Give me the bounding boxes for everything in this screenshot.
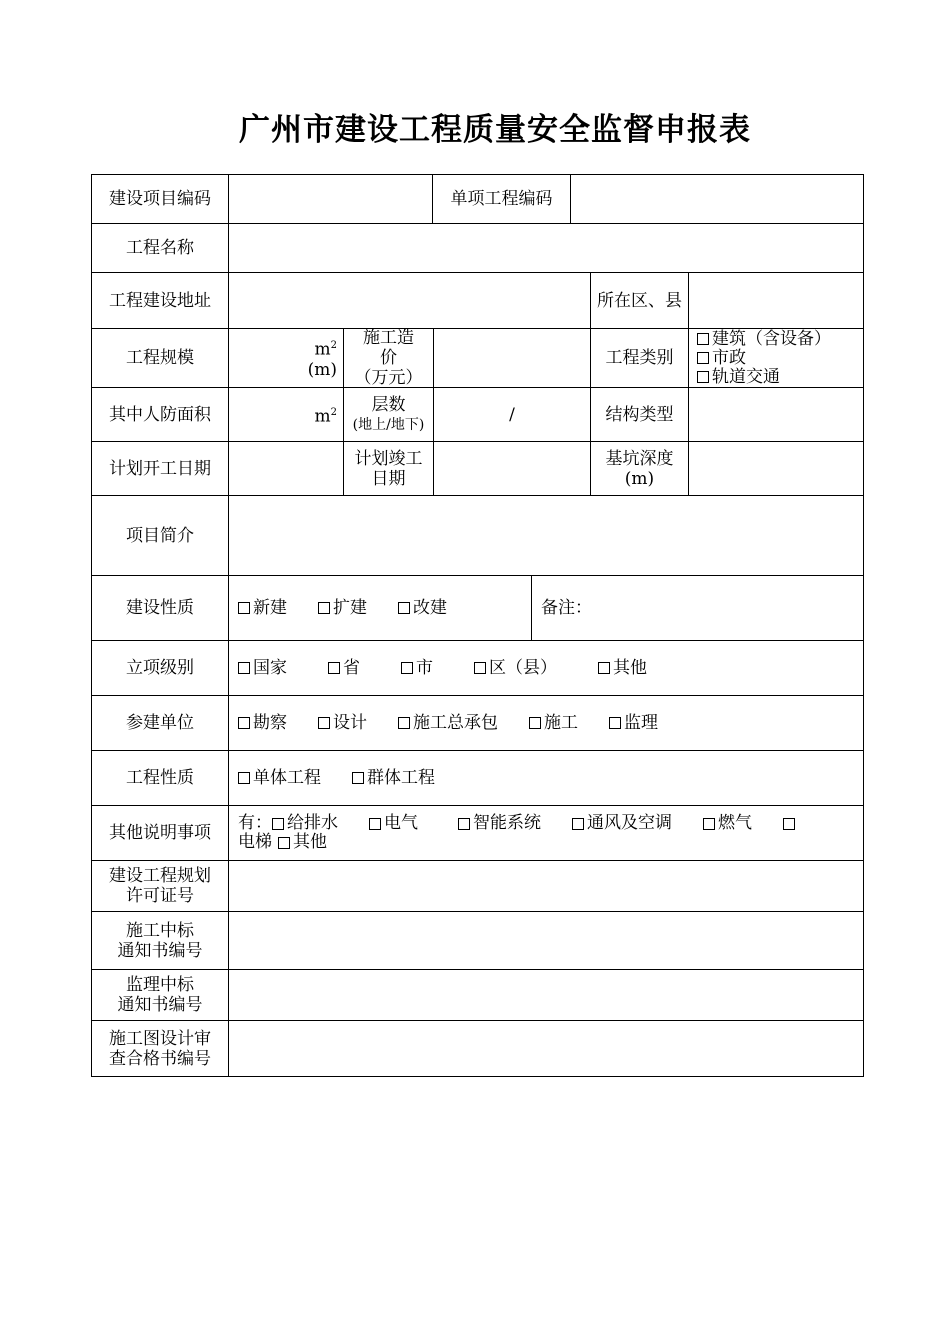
nature-option[interactable]: 扩建 xyxy=(318,598,367,618)
project-name-field[interactable] xyxy=(228,223,864,273)
district-field[interactable] xyxy=(688,272,864,329)
checkbox[interactable] xyxy=(318,717,330,729)
checkbox[interactable] xyxy=(238,662,250,674)
checkbox[interactable] xyxy=(401,662,413,674)
other-option[interactable]: 通风及空调 xyxy=(572,814,672,833)
single-code-field[interactable] xyxy=(570,174,864,224)
unit-option[interactable]: 施工 xyxy=(529,713,578,733)
unit-option[interactable]: 施工总承包 xyxy=(398,713,498,733)
other-prefix: 有： xyxy=(238,813,272,833)
engineering-nature-option[interactable]: 单体工程 xyxy=(238,768,321,788)
checkbox[interactable] xyxy=(474,662,486,674)
address-field[interactable] xyxy=(228,272,591,329)
end-date-field[interactable] xyxy=(433,441,591,496)
civil-area-unit: $m^2$ xyxy=(314,406,337,427)
other-option[interactable]: 其他 xyxy=(278,833,327,852)
checkbox[interactable] xyxy=(529,717,541,729)
checkbox[interactable] xyxy=(369,818,381,830)
checkbox[interactable] xyxy=(458,818,470,830)
start-date-field[interactable] xyxy=(228,441,344,496)
form-title: 广州市建设工程质量安全监督申报表 xyxy=(239,112,751,148)
label-category: 工程类别 xyxy=(590,328,689,388)
label-start-date: 计划开工日期 xyxy=(91,441,229,496)
remark-label: 备注： xyxy=(541,598,592,618)
label-intro: 项目简介 xyxy=(91,495,229,576)
checkbox[interactable] xyxy=(703,818,715,830)
label-floors: 层数 (地上/地下) xyxy=(343,387,434,442)
scale-field[interactable] xyxy=(228,328,344,388)
label-single-code: 单项工程编码 xyxy=(432,174,571,224)
checkbox[interactable] xyxy=(598,662,610,674)
label-nature: 建设性质 xyxy=(91,575,229,641)
checkbox[interactable] xyxy=(318,602,330,614)
scale-unit: $m^2$ xyxy=(314,339,337,360)
intro-field[interactable] xyxy=(228,495,864,576)
label-design-review: 施工图设计审 查合格书编号 xyxy=(91,1020,229,1077)
label-project-name: 工程名称 xyxy=(91,223,229,273)
checkbox[interactable] xyxy=(398,717,410,729)
nature-options xyxy=(228,575,532,641)
level-option[interactable]: 其他 xyxy=(598,658,647,678)
other-option[interactable]: 电梯 xyxy=(238,832,272,852)
label-units: 参建单位 xyxy=(91,695,229,751)
construction-bid-field[interactable] xyxy=(228,911,864,970)
level-option[interactable]: 市 xyxy=(401,658,433,678)
pit-depth-field[interactable] xyxy=(688,441,864,496)
category-option[interactable]: 轨道交通 xyxy=(697,368,780,387)
label-end-date: 计划竣工 日期 xyxy=(343,441,434,496)
label-cost: 施工造 价 （万元） xyxy=(343,328,434,388)
planning-permit-field[interactable] xyxy=(228,860,864,912)
cost-field[interactable] xyxy=(433,328,591,388)
checkbox[interactable] xyxy=(609,717,621,729)
unit-option[interactable]: 监理 xyxy=(609,713,658,733)
nature-option[interactable]: 新建 xyxy=(238,598,287,618)
other-option[interactable]: 燃气 xyxy=(703,814,752,833)
checkbox[interactable] xyxy=(697,333,709,345)
other-option[interactable]: 给排水 xyxy=(272,814,338,833)
label-civil-area: 其中人防面积 xyxy=(91,387,229,442)
checkbox[interactable] xyxy=(572,818,584,830)
label-planning-permit: 建设工程规划 许可证号 xyxy=(91,860,229,912)
other-option[interactable]: 电气 xyxy=(369,814,418,833)
label-other: 其他说明事项 xyxy=(91,805,229,861)
checkbox[interactable] xyxy=(783,818,795,830)
label-district: 所在区、县 xyxy=(590,272,689,329)
label-address: 工程建设地址 xyxy=(91,272,229,329)
checkbox[interactable] xyxy=(697,371,709,383)
checkbox[interactable] xyxy=(697,352,709,364)
checkbox[interactable] xyxy=(328,662,340,674)
structure-field[interactable] xyxy=(688,387,864,442)
checkbox[interactable] xyxy=(398,602,410,614)
checkbox[interactable] xyxy=(238,602,250,614)
label-scale: 工程规模 xyxy=(91,328,229,388)
checkbox[interactable] xyxy=(238,717,250,729)
label-supervision-bid: 监理中标 通知书编号 xyxy=(91,969,229,1021)
category-option[interactable]: 市政 xyxy=(697,349,746,368)
nature-option[interactable]: 改建 xyxy=(398,598,447,618)
checkbox[interactable] xyxy=(272,818,284,830)
engineering-nature-option[interactable]: 群体工程 xyxy=(352,768,435,788)
level-option[interactable]: 国家 xyxy=(238,658,287,678)
other-option[interactable]: 智能系统 xyxy=(458,814,541,833)
project-code-field[interactable] xyxy=(228,174,433,224)
checkbox[interactable] xyxy=(278,837,290,849)
level-option[interactable]: 区（县） xyxy=(474,658,557,678)
remark-field[interactable] xyxy=(531,575,864,641)
unit-options xyxy=(228,695,864,751)
floors-separator: / xyxy=(509,404,515,425)
scale-unit-paren: (m) xyxy=(307,359,337,380)
label-level: 立项级别 xyxy=(91,640,229,696)
design-review-field[interactable] xyxy=(228,1020,864,1077)
category-options xyxy=(688,328,864,388)
label-construction-bid: 施工中标 通知书编号 xyxy=(91,911,229,970)
label-project-code: 建设项目编码 xyxy=(91,174,229,224)
engineering-nature-options xyxy=(228,750,864,806)
label-pit-depth: 基坑深度 (m) xyxy=(590,441,689,496)
label-structure: 结构类型 xyxy=(590,387,689,442)
level-option[interactable]: 省 xyxy=(328,658,360,678)
civil-area-field[interactable] xyxy=(228,387,344,442)
unit-option[interactable]: 勘察 xyxy=(238,713,287,733)
other-options xyxy=(228,805,864,861)
checkbox[interactable] xyxy=(352,772,364,784)
label-engineering-nature: 工程性质 xyxy=(91,750,229,806)
level-options xyxy=(228,640,864,696)
checkbox[interactable] xyxy=(238,772,250,784)
category-option[interactable]: 建筑（含设备） xyxy=(697,330,831,349)
floors-field[interactable] xyxy=(433,387,591,442)
supervision-bid-field[interactable] xyxy=(228,969,864,1021)
unit-option[interactable]: 设计 xyxy=(318,713,367,733)
